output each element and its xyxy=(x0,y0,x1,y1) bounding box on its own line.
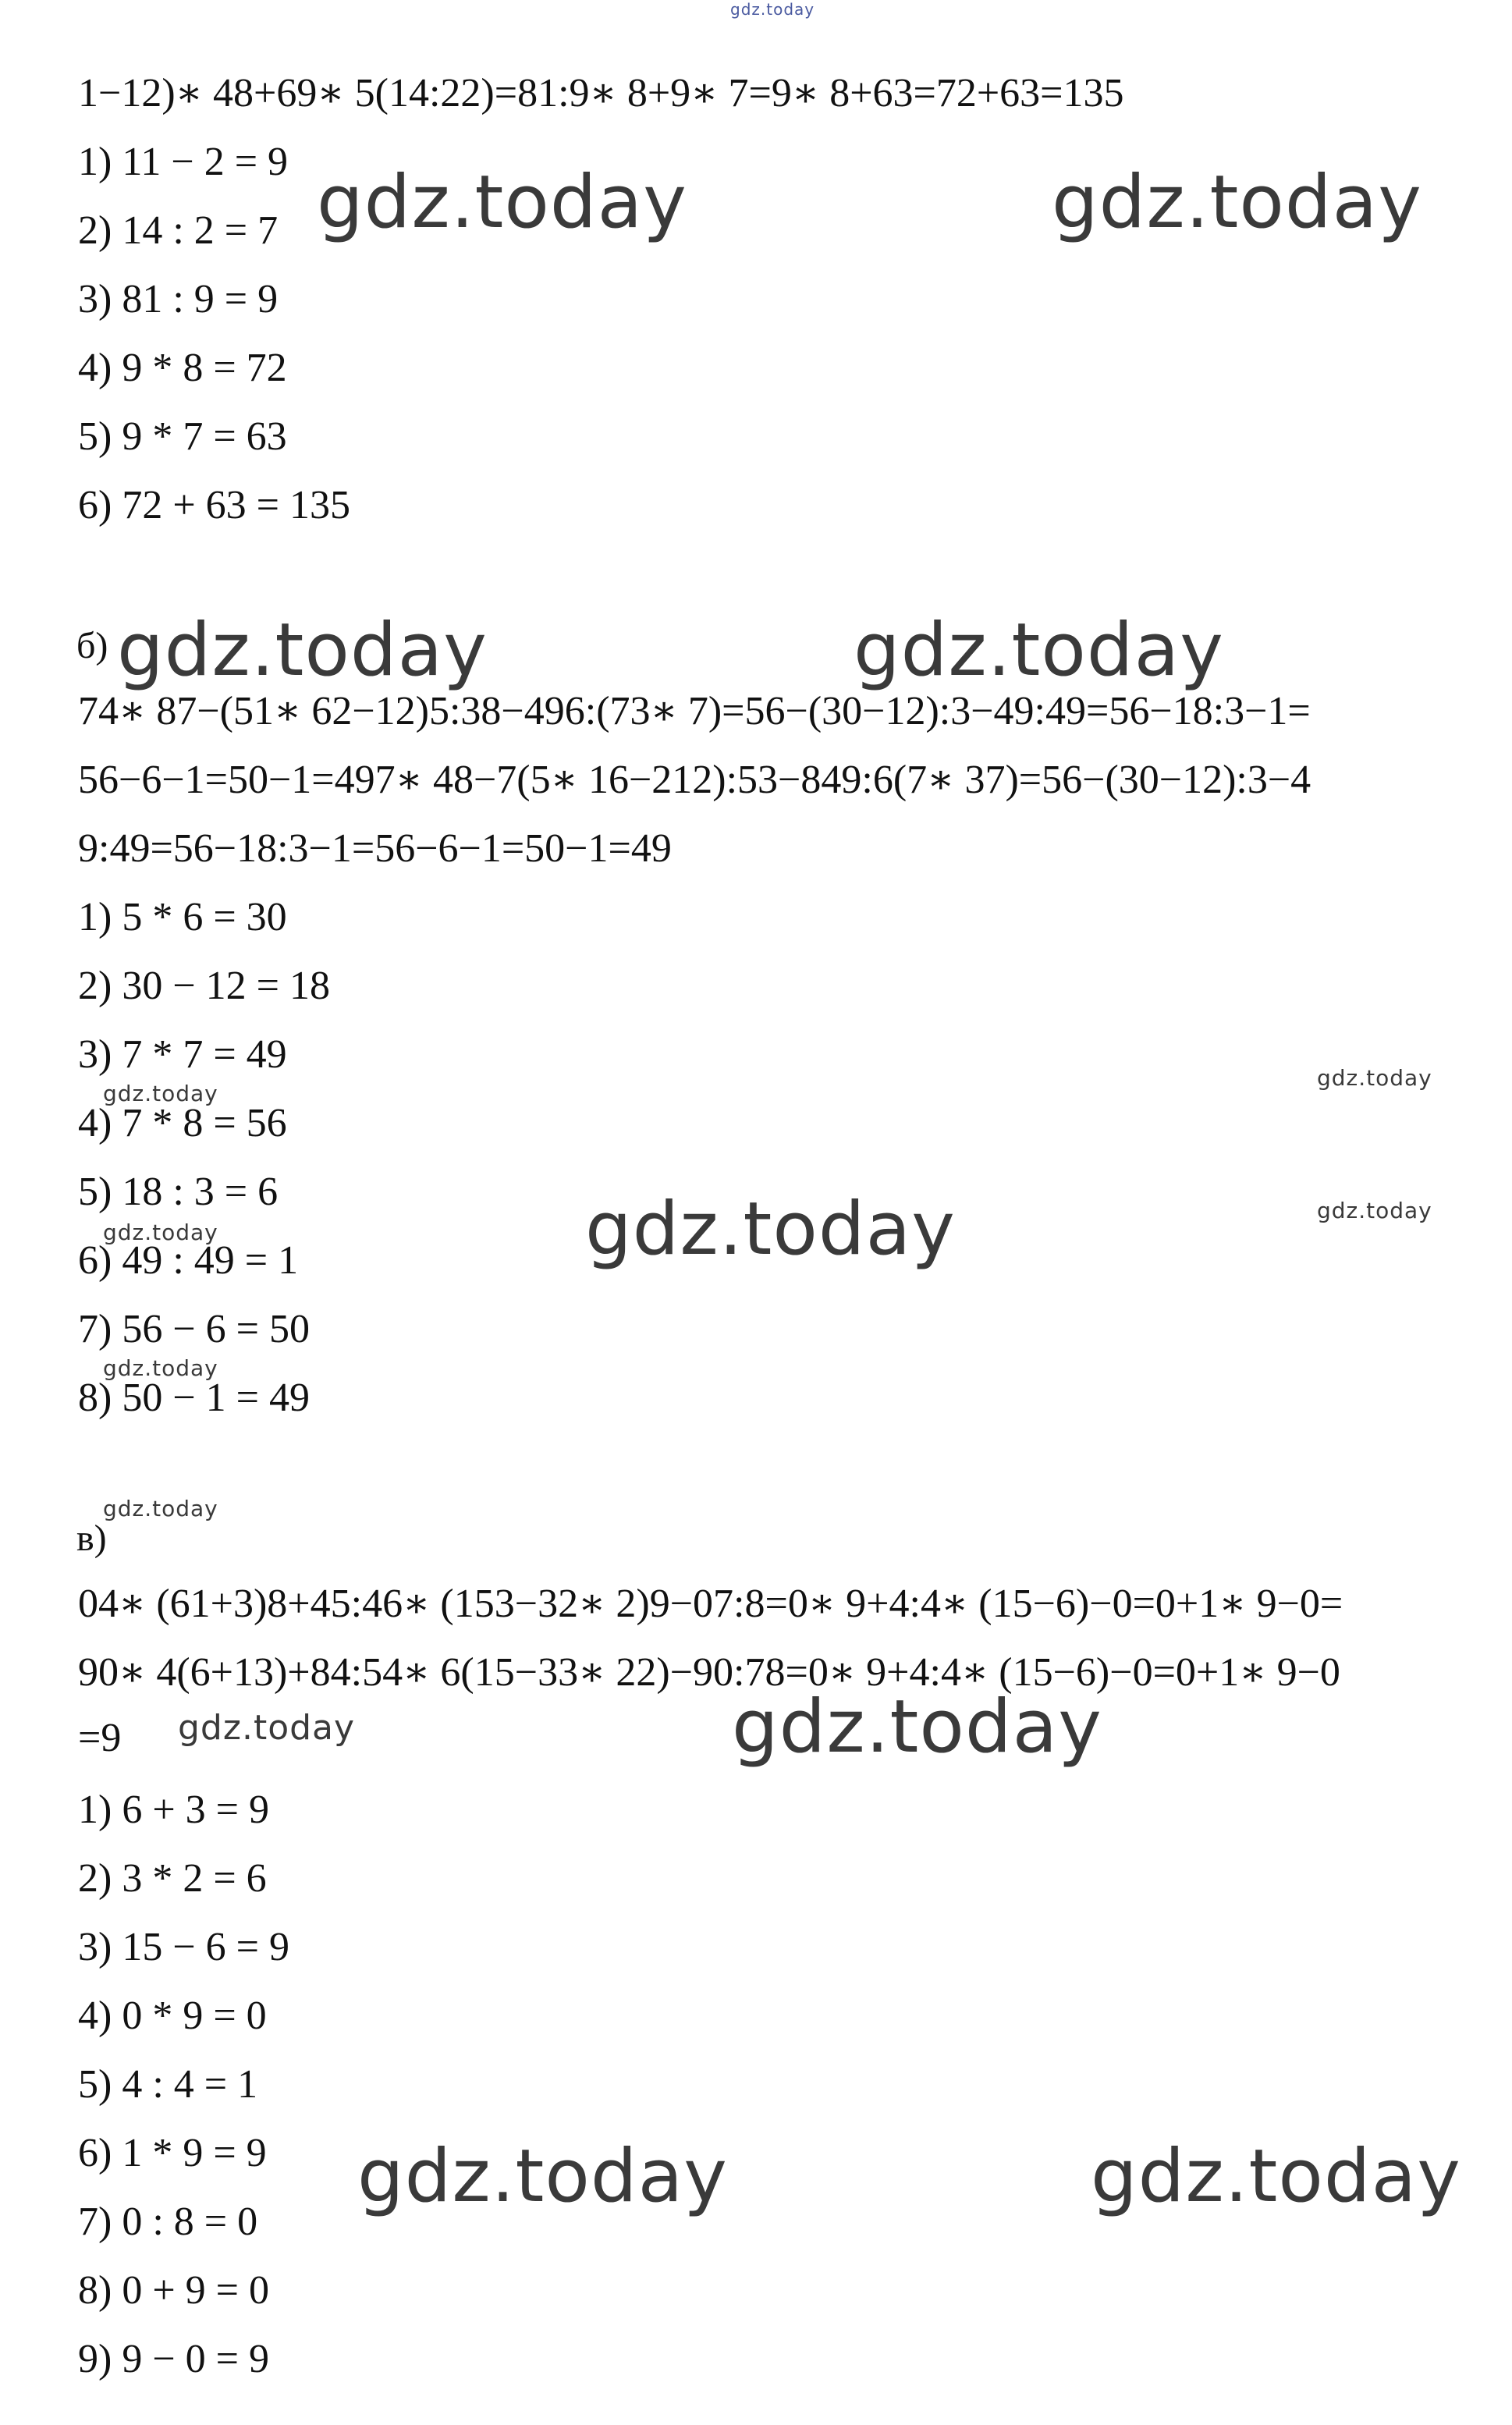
watermark-top: gdz.today xyxy=(730,0,815,19)
section-b-step-1: 1) 5 * 6 = 30 xyxy=(78,895,287,939)
section-b-expression-line-1: 74∗ 87−(51∗ 62−12)5:38−496:(73∗ 7)=56−(30−12):3−49:49=56−18:3−1= xyxy=(78,689,1311,733)
watermark: gdz.today xyxy=(317,160,687,245)
watermark: gdz.today xyxy=(357,2134,728,2219)
section-b-step-5: 5) 18 : 3 = 6 xyxy=(78,1170,279,1214)
section-c-step-3: 3) 15 − 6 = 9 xyxy=(78,1925,289,1969)
section-c-expression-line-2: 90∗ 4(6+13)+84:54∗ 6(15−33∗ 22)−90:78=0∗ 9+4:4∗ (15−6)−0=0+1∗ 9−0 xyxy=(78,1650,1340,1695)
section-b-step-2: 2) 30 − 12 = 18 xyxy=(78,964,330,1008)
watermark: gdz.today xyxy=(1052,160,1422,245)
section-b-step-6: 6) 49 : 49 = 1 xyxy=(78,1238,299,1283)
section-c-step-6: 6) 1 * 9 = 9 xyxy=(78,2131,267,2175)
watermark: gdz.today xyxy=(1317,1198,1432,1223)
section-a-step-4: 4) 9 * 8 = 72 xyxy=(78,346,287,390)
watermark: gdz.today xyxy=(103,1081,218,1106)
watermark: gdz.today xyxy=(1091,2134,1461,2219)
watermark: gdz.today xyxy=(178,1708,356,1748)
section-c-step-1: 1) 6 + 3 = 9 xyxy=(78,1788,269,1832)
section-b-expression-line-2: 56−6−1=50−1=497∗ 48−7(5∗ 16−212):53−849:6(7∗ 37)=56−(30−12):3−4 xyxy=(78,758,1311,802)
section-b-expression-line-3: 9:49=56−18:3−1=56−6−1=50−1=49 xyxy=(78,826,672,871)
watermark: gdz.today xyxy=(103,1220,218,1245)
section-a-step-3: 3) 81 : 9 = 9 xyxy=(78,277,279,321)
watermark: gdz.today xyxy=(1317,1065,1432,1091)
section-a-step-2: 2) 14 : 2 = 7 xyxy=(78,208,279,253)
section-c-step-5: 5) 4 : 4 = 1 xyxy=(78,2062,258,2107)
section-c-step-4: 4) 0 * 9 = 0 xyxy=(78,1994,267,2038)
section-b-label: б) xyxy=(76,625,108,666)
watermark: gdz.today xyxy=(585,1187,956,1272)
section-b-step-8: 8) 50 − 1 = 49 xyxy=(78,1376,310,1420)
section-c-step-9: 9) 9 − 0 = 9 xyxy=(78,2337,269,2381)
section-c-step-7: 7) 0 : 8 = 0 xyxy=(78,2200,258,2244)
watermark: gdz.today xyxy=(854,608,1224,693)
section-c-label: в) xyxy=(76,1518,107,1559)
watermark: gdz.today xyxy=(103,1496,218,1521)
section-a-expression: 1−12)∗ 48+69∗ 5(14:22)=81:9∗ 8+9∗ 7=9∗ 8+63=72+63=135 xyxy=(78,71,1124,115)
section-c-step-2: 2) 3 * 2 = 6 xyxy=(78,1856,267,1901)
section-b-step-4: 4) 7 * 8 = 56 xyxy=(78,1101,287,1145)
section-c-step-8: 8) 0 + 9 = 0 xyxy=(78,2268,269,2313)
watermark: gdz.today xyxy=(732,1685,1102,1770)
section-a-step-6: 6) 72 + 63 = 135 xyxy=(78,483,350,527)
watermark: gdz.today xyxy=(103,1355,218,1381)
section-b-step-3: 3) 7 * 7 = 49 xyxy=(78,1032,287,1077)
section-b-step-7: 7) 56 − 6 = 50 xyxy=(78,1307,310,1351)
section-c-expression-line-1: 04∗ (61+3)8+45:46∗ (153−32∗ 2)9−07:8=0∗ 9+4:4∗ (15−6)−0=0+1∗ 9−0= xyxy=(78,1582,1343,1626)
section-a-step-5: 5) 9 * 7 = 63 xyxy=(78,414,287,459)
section-c-expression-line-3: =9 xyxy=(78,1716,122,1760)
watermark: gdz.today xyxy=(117,608,488,693)
section-a-step-1: 1) 11 − 2 = 9 xyxy=(78,140,289,184)
